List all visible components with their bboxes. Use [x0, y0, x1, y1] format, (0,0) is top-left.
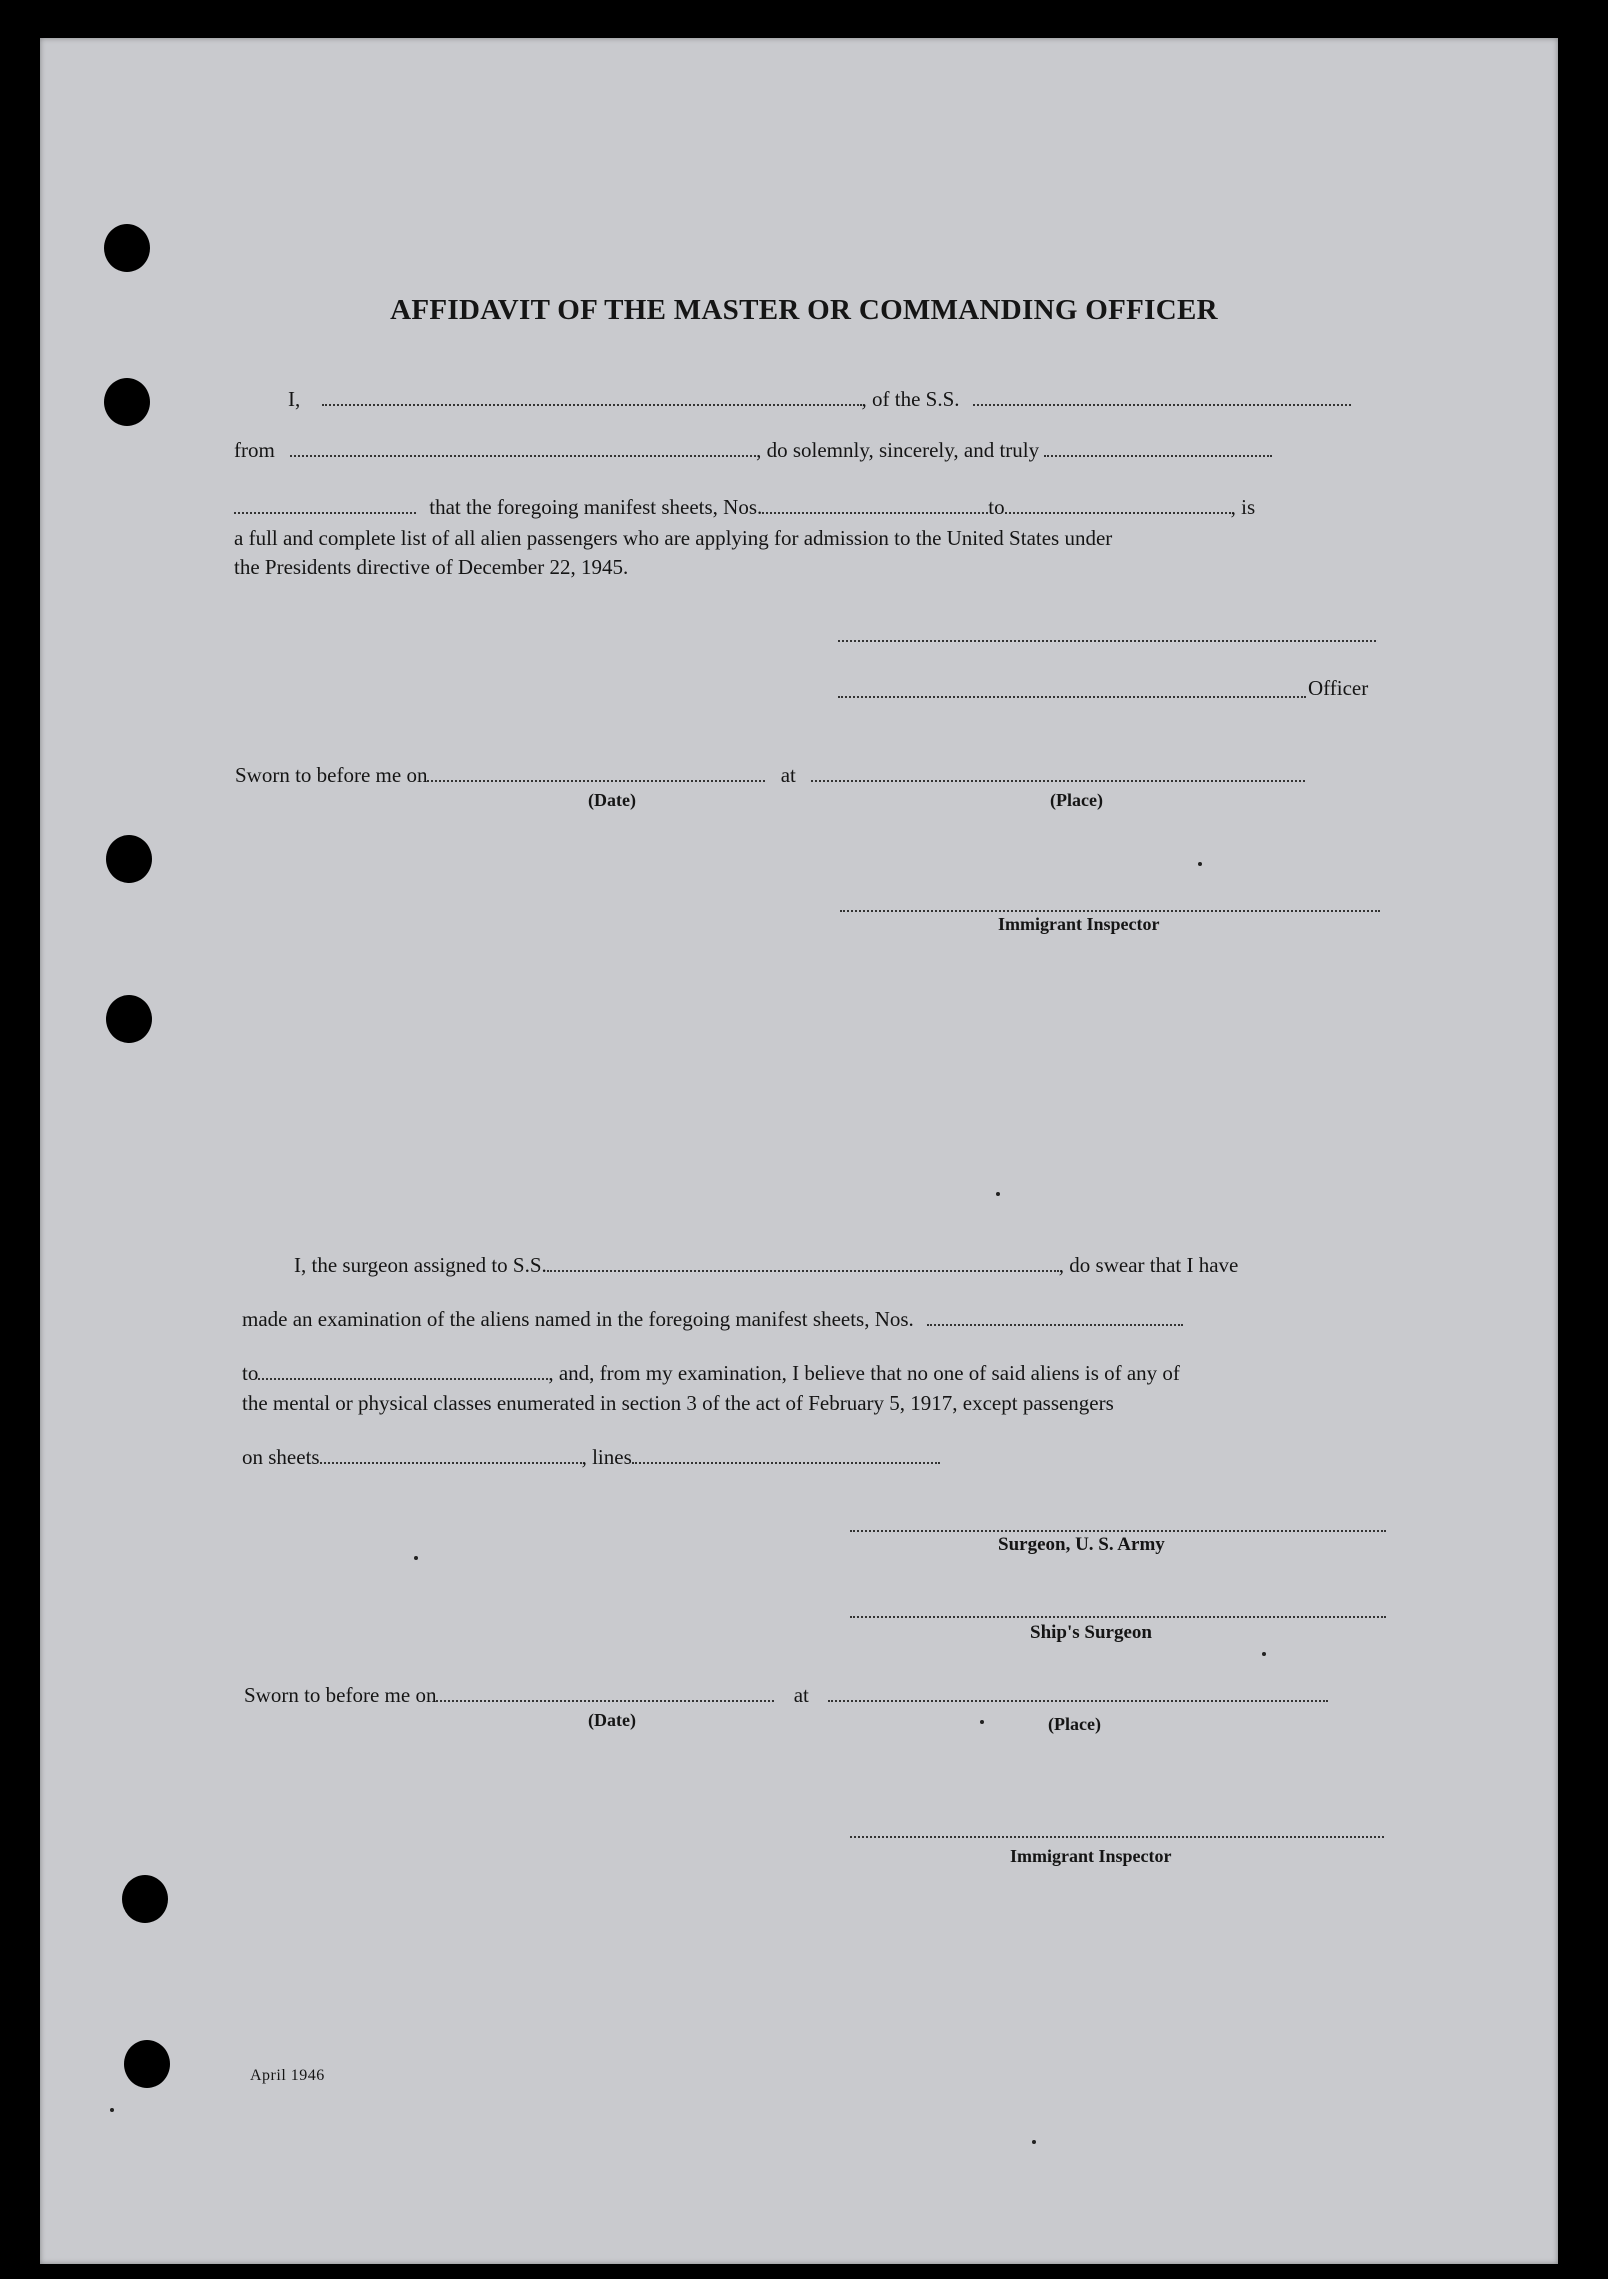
master-inspector-signature-line[interactable] [840, 910, 1380, 912]
master-place-caption: (Place) [1050, 790, 1103, 810]
scan-speck [110, 2108, 114, 2112]
master-line-3 [234, 494, 1255, 520]
surgeon-inspector-signature-line[interactable] [850, 1836, 1384, 1838]
master-oath-continued-field[interactable] [234, 494, 416, 514]
surgeon-sheets-to-field[interactable] [258, 1360, 548, 1380]
army-surgeon-label: Surgeon, U. S. Army [998, 1534, 1165, 1555]
master-name-field[interactable] [322, 386, 862, 406]
master-line-4: a full and complete list of all alien passengers who are applying for admission to the United States under [234, 526, 1113, 550]
surgeon-sheets-from-field[interactable] [927, 1306, 1183, 1326]
text: that the foregoing manifest sheets, Nos. [429, 495, 763, 519]
surgeon-except-sheets-field[interactable] [320, 1444, 582, 1464]
text: , lines [581, 1445, 632, 1469]
surgeon-inspector-label: Immigrant Inspector [1010, 1846, 1172, 1866]
text: , and, from my examination, I believe that no one of said aliens is of any of [548, 1361, 1180, 1385]
text: on sheets [242, 1445, 320, 1469]
text: I, [288, 387, 301, 411]
surgeon-place-caption: (Place) [1048, 1714, 1101, 1734]
text: Sworn to before me on [244, 1683, 437, 1707]
master-sworn-date-field[interactable] [427, 762, 765, 782]
surgeon-except-lines-field[interactable] [632, 1444, 940, 1464]
binder-hole [106, 835, 152, 883]
master-line-5: the Presidents directive of December 22, 1945. [234, 555, 629, 579]
master-signature-line[interactable] [838, 640, 1376, 642]
scan-speck [1032, 2140, 1036, 2144]
ship-surgeon-label: Ship's Surgeon [1030, 1622, 1152, 1643]
master-line-1 [288, 386, 1351, 412]
surgeon-line-4: the mental or physical classes enumerated in section 3 of the act of February 5, 1917, except passengers [242, 1391, 1114, 1415]
master-ship-field[interactable] [973, 386, 1351, 406]
form-page [40, 38, 1558, 2264]
master-line-2 [234, 437, 1272, 463]
master-oath-field[interactable] [1044, 437, 1272, 457]
form-date-footer: April 1946 [250, 2067, 325, 2084]
scan-speck [1262, 1652, 1266, 1656]
surgeon-ship-field[interactable] [547, 1252, 1059, 1272]
ship-surgeon-signature-line[interactable] [850, 1616, 1386, 1618]
surgeon-line-5 [242, 1444, 940, 1470]
surgeon-sworn-place-field[interactable] [828, 1682, 1328, 1702]
master-sheets-to-field[interactable] [1005, 494, 1231, 514]
binder-hole [104, 224, 150, 272]
officer-signature-line[interactable] [838, 696, 1306, 698]
binder-hole [124, 2040, 170, 2088]
binder-hole [104, 378, 150, 426]
binder-hole [122, 1875, 168, 1923]
master-date-caption: (Date) [588, 790, 636, 810]
master-from-field[interactable] [290, 437, 756, 457]
master-sworn-line [235, 762, 1305, 788]
text: , do solemnly, sincerely, and truly [756, 438, 1040, 462]
text: , of the S.S. [861, 387, 960, 411]
text: to [242, 1361, 259, 1385]
text: made an examination of the aliens named in the foregoing manifest sheets, Nos. [242, 1307, 914, 1331]
text: , do swear that I have [1058, 1253, 1239, 1277]
surgeon-line-2 [242, 1306, 1183, 1332]
scan-speck [414, 1556, 418, 1560]
master-sheets-from-field[interactable] [762, 494, 988, 514]
text: I, the surgeon assigned to S.S. [294, 1253, 547, 1277]
army-surgeon-signature-line[interactable] [850, 1530, 1386, 1532]
surgeon-sworn-line [244, 1682, 1328, 1708]
text: from [234, 438, 275, 462]
master-sworn-place-field[interactable] [811, 762, 1305, 782]
surgeon-sworn-date-field[interactable] [436, 1682, 774, 1702]
scan-speck [980, 1720, 984, 1724]
text: at [793, 1683, 809, 1707]
text: to [988, 495, 1005, 519]
surgeon-line-1 [294, 1252, 1238, 1278]
master-inspector-label: Immigrant Inspector [998, 914, 1160, 934]
text: Sworn to before me on [235, 763, 428, 787]
binder-hole [106, 995, 152, 1043]
scan-speck [996, 1192, 1000, 1196]
officer-label: Officer [1308, 676, 1369, 700]
text: at [780, 763, 796, 787]
page-title: AFFIDAVIT OF THE MASTER OR COMMANDING OFFICER [390, 294, 1218, 326]
scan-speck [1198, 862, 1202, 866]
surgeon-line-3 [242, 1360, 1180, 1386]
text: , is [1230, 495, 1256, 519]
surgeon-date-caption: (Date) [588, 1710, 636, 1730]
